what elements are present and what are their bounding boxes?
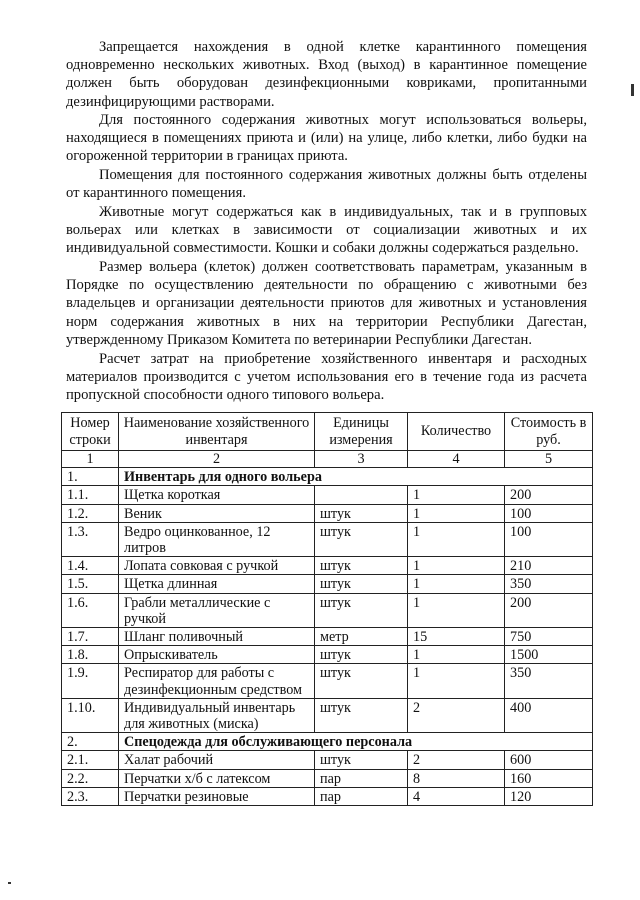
cost-cell: 120 bbox=[505, 787, 593, 805]
row-number: 1.4. bbox=[62, 557, 119, 575]
item-name: Щетка длинная bbox=[119, 575, 315, 593]
cost-cell: 160 bbox=[505, 769, 593, 787]
unit-cell: пар bbox=[315, 769, 408, 787]
column-number: 4 bbox=[408, 451, 505, 468]
row-number: 1.3. bbox=[62, 522, 119, 556]
quantity-cell: 8 bbox=[408, 769, 505, 787]
paragraph-cost-calculation: Расчет затрат на приобретение хозяйственного инвентаря и расходных материалов производится с учетом использования его в течение года из расчета пропускной способности одного типового вольера. bbox=[66, 351, 587, 404]
table-row bbox=[62, 593, 593, 627]
item-name: Ведро оцинкованное, 12 литров bbox=[119, 522, 315, 556]
table-row bbox=[62, 787, 593, 805]
quantity-cell: 1 bbox=[408, 593, 505, 627]
row-number: 2.1. bbox=[62, 751, 119, 769]
paragraph-separation: Помещения для постоянного содержания животных должны быть отделены от карантинного помещения. bbox=[66, 167, 587, 202]
table-row bbox=[62, 522, 593, 556]
item-name: Индивидуальный инвентарь для животных (миска) bbox=[119, 698, 315, 732]
section-number: 1. bbox=[62, 468, 119, 486]
item-name: Шланг поливочный bbox=[119, 628, 315, 646]
item-name: Лопата совковая с ручкой bbox=[119, 557, 315, 575]
cost-cell: 350 bbox=[505, 575, 593, 593]
table-row bbox=[62, 575, 593, 593]
quantity-cell: 1 bbox=[408, 646, 505, 664]
cost-cell: 100 bbox=[505, 504, 593, 522]
row-number: 1.10. bbox=[62, 698, 119, 732]
row-number: 1.1. bbox=[62, 486, 119, 504]
row-number: 2.2. bbox=[62, 769, 119, 787]
table-row bbox=[62, 486, 593, 504]
scan-mark bbox=[631, 84, 634, 96]
quantity-cell: 2 bbox=[408, 751, 505, 769]
column-number: 2 bbox=[119, 451, 315, 468]
table-row bbox=[62, 557, 593, 575]
item-name: Халат рабочий bbox=[119, 751, 315, 769]
item-name: Грабли металлические с ручкой bbox=[119, 593, 315, 627]
row-number: 1.5. bbox=[62, 575, 119, 593]
cost-cell: 750 bbox=[505, 628, 593, 646]
quantity-cell: 1 bbox=[408, 504, 505, 522]
header-item-name: Наименование хозяйственного инвентаря bbox=[119, 413, 315, 451]
table-row bbox=[62, 628, 593, 646]
cost-cell: 200 bbox=[505, 486, 593, 504]
quantity-cell: 1 bbox=[408, 664, 505, 698]
column-number: 3 bbox=[315, 451, 408, 468]
table-header-row bbox=[62, 413, 593, 451]
section-title: Спецодежда для обслуживающего персонала bbox=[119, 733, 593, 751]
unit-cell bbox=[315, 486, 408, 504]
table-row bbox=[62, 646, 593, 664]
scan-mark bbox=[8, 882, 11, 884]
section-title: Инвентарь для одного вольера bbox=[119, 468, 593, 486]
table-row bbox=[62, 664, 593, 698]
paragraph-enclosure-size: Размер вольера (клеток) должен соответствовать параметрам, указанным в Порядке по осуществлению деятельности по обращению с животными без владельцев и организации деятельности приютов для животных и установления норм содержания животных в них на территории Республики Дагестан, утвержденному Приказом Комитета по ветеринарии Республики Дагестан. bbox=[66, 259, 587, 348]
quantity-cell: 2 bbox=[408, 698, 505, 732]
inventory-table bbox=[61, 412, 593, 806]
table-row bbox=[62, 698, 593, 732]
table-row bbox=[62, 769, 593, 787]
unit-cell: штук bbox=[315, 593, 408, 627]
quantity-cell: 15 bbox=[408, 628, 505, 646]
quantity-cell: 1 bbox=[408, 557, 505, 575]
unit-cell: пар bbox=[315, 787, 408, 805]
header-row-number: Номер строки bbox=[62, 413, 119, 451]
table-row bbox=[62, 504, 593, 522]
unit-cell: штук bbox=[315, 557, 408, 575]
row-number: 1.2. bbox=[62, 504, 119, 522]
unit-cell: штук bbox=[315, 751, 408, 769]
cost-cell: 350 bbox=[505, 664, 593, 698]
item-name: Веник bbox=[119, 504, 315, 522]
cost-cell: 600 bbox=[505, 751, 593, 769]
cost-cell: 200 bbox=[505, 593, 593, 627]
row-number: 1.8. bbox=[62, 646, 119, 664]
unit-cell: метр bbox=[315, 628, 408, 646]
cost-cell: 210 bbox=[505, 557, 593, 575]
section-row bbox=[62, 468, 593, 486]
column-number: 5 bbox=[505, 451, 593, 468]
row-number: 1.7. bbox=[62, 628, 119, 646]
item-name: Перчатки х/б с латексом bbox=[119, 769, 315, 787]
section-number: 2. bbox=[62, 733, 119, 751]
paragraph-enclosures: Для постоянного содержания животных могут использоваться вольеры, находящиеся в помещениях приюта и (или) на улице, либо клетки, либо будки на огороженной территории в границах приюта. bbox=[66, 112, 587, 165]
header-unit: Единицы измерения bbox=[315, 413, 408, 451]
unit-cell: штук bbox=[315, 664, 408, 698]
cost-cell: 1500 bbox=[505, 646, 593, 664]
quantity-cell: 1 bbox=[408, 522, 505, 556]
item-name: Опрыскиватель bbox=[119, 646, 315, 664]
item-name: Щетка короткая bbox=[119, 486, 315, 504]
unit-cell: штук bbox=[315, 575, 408, 593]
cost-cell: 100 bbox=[505, 522, 593, 556]
table-row bbox=[62, 751, 593, 769]
paragraph-grouping: Животные могут содержаться как в индивидуальных, так и в групповых вольерах или клетках в зависимости от социализации животных и их индивидуальной совместимости. Кошки и собаки должны содержаться раздельно. bbox=[66, 204, 587, 257]
row-number: 1.6. bbox=[62, 593, 119, 627]
unit-cell: штук bbox=[315, 522, 408, 556]
unit-cell: штук bbox=[315, 504, 408, 522]
unit-cell: штук bbox=[315, 698, 408, 732]
header-cost: Стоимость в руб. bbox=[505, 413, 593, 451]
row-number: 1.9. bbox=[62, 664, 119, 698]
quantity-cell: 1 bbox=[408, 486, 505, 504]
paragraph-quarantine: Запрещается нахождения в одной клетке карантинного помещения одновременно нескольких животных. Вход (выход) в карантинное помещение должен быть оборудован дезинфекционными ковриками, пропитанными дезинфицирующими растворами. bbox=[66, 39, 587, 110]
header-quantity: Количество bbox=[408, 413, 505, 451]
column-numbers-row bbox=[62, 451, 593, 468]
quantity-cell: 1 bbox=[408, 575, 505, 593]
item-name: Перчатки резиновые bbox=[119, 787, 315, 805]
quantity-cell: 4 bbox=[408, 787, 505, 805]
column-number: 1 bbox=[62, 451, 119, 468]
cost-cell: 400 bbox=[505, 698, 593, 732]
section-row bbox=[62, 733, 593, 751]
item-name: Респиратор для работы с дезинфекционным средством bbox=[119, 664, 315, 698]
unit-cell: штук bbox=[315, 646, 408, 664]
table-body bbox=[62, 468, 593, 806]
row-number: 2.3. bbox=[62, 787, 119, 805]
